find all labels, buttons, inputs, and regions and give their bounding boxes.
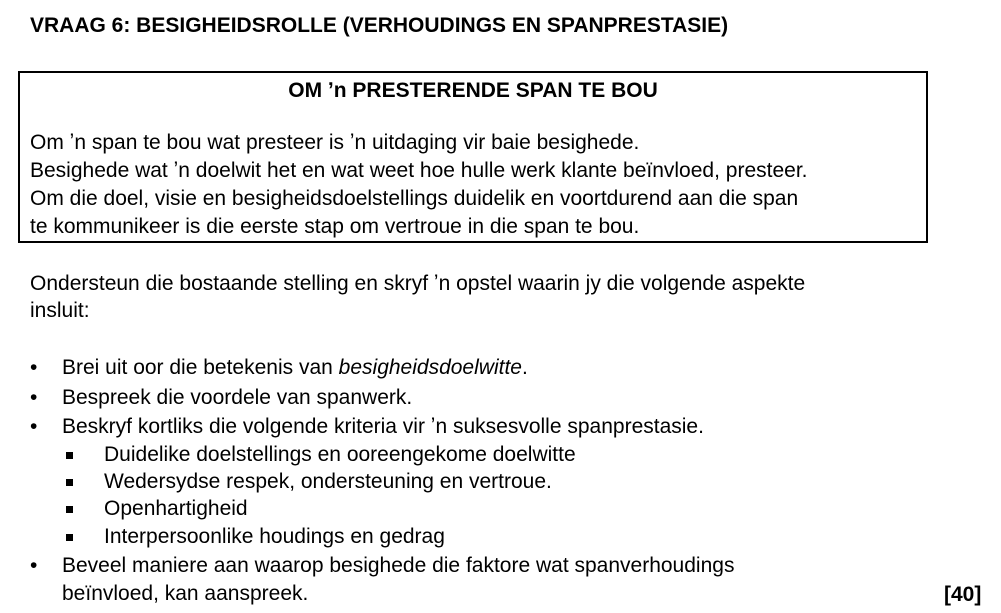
- bullet-text: Bespreek die voordele van spanwerk.: [62, 386, 413, 409]
- sub-bullet-text: Interpersoonlike houdings en gedrag: [104, 525, 445, 548]
- statement-title: OM ʼn PRESTERENDE SPAN TE BOU: [288, 79, 658, 102]
- bullet-text-prefix: Brei uit oor die betekenis van: [62, 356, 339, 379]
- instruction-line: Ondersteun die bostaande stelling en skryf ʼn opstel waarin jy die volgende aspekte: [30, 272, 806, 295]
- marks-total: [40]: [944, 583, 982, 606]
- statement-line: Om ʼn span te bou wat presteer is ʼn uitdaging vir baie besighede.: [30, 131, 640, 154]
- statement-box: [18, 71, 928, 243]
- statement-line: te kommunikeer is die eerste stap om vertroue in die span te bou.: [30, 215, 640, 238]
- bullet-text: Beveel maniere aan waarop besighede die faktore wat spanverhoudings: [62, 554, 735, 577]
- instruction-line: insluit:: [30, 299, 90, 322]
- square-bullet-icon: [66, 452, 73, 459]
- sub-bullet-text: Openhartigheid: [104, 497, 248, 520]
- question-heading: VRAAG 6: BESIGHEIDSROLLE (VERHOUDINGS EN SPANPRESTASIE): [30, 14, 729, 37]
- statement-line: Om die doel, visie en besigheidsdoelstellings duidelik en voortdurend aan die span: [30, 187, 799, 210]
- bullet-text-emphasis: besigheidsdoelwitte: [338, 356, 522, 379]
- sub-bullet-text: Duidelike doelstellings en ooreengekome doelwitte: [104, 443, 576, 466]
- statement-line: Besighede wat ʼn doelwit het en wat weet hoe hulle werk klante beïnvloed, presteer.: [30, 159, 808, 182]
- square-bullet-icon: [66, 534, 73, 541]
- sub-bullet-text: Wedersydse respek, ondersteuning en vertroue.: [104, 470, 552, 493]
- bullet-dot-icon: •: [30, 554, 38, 577]
- bullet-text-suffix: .: [521, 356, 528, 379]
- square-bullet-icon: [66, 506, 73, 513]
- bullet-text: Beskryf kortliks die volgende kriteria vir ʼn suksesvolle spanprestasie.: [62, 415, 704, 438]
- bullet-dot-icon: •: [30, 415, 38, 438]
- bullet-continuation: beïnvloed, kan aanspreek.: [62, 582, 309, 605]
- bullet-text: [62, 356, 528, 380]
- square-bullet-icon: [66, 479, 73, 486]
- bullet-dot-icon: •: [30, 386, 38, 409]
- bullet-dot-icon: •: [30, 356, 38, 379]
